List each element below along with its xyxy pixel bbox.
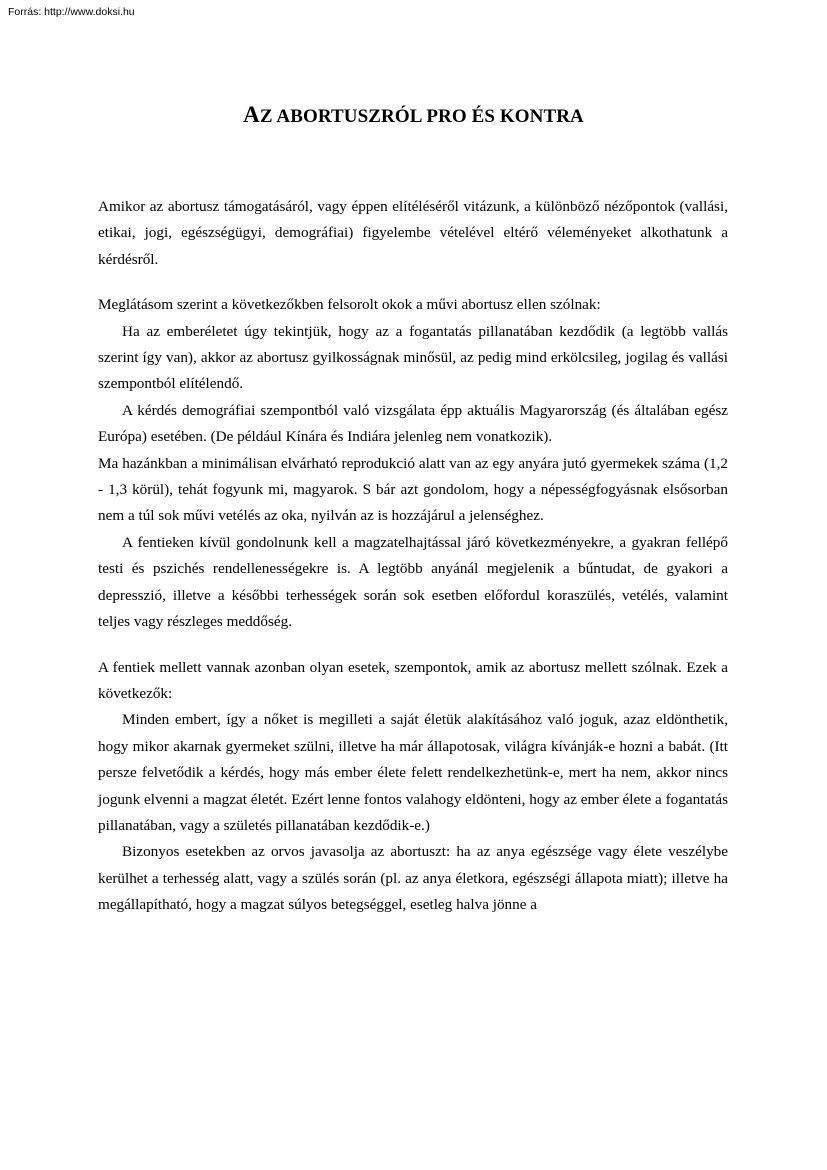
paragraph-demographic: A kérdés demográfiai szempontból való vizsgálata épp aktuális Magyarország (és általában egész Európa) esetében. (De például Kínára és Indiára jelenleg nem vonatkozik). (98, 401, 728, 446)
paragraph-medical: Bizonyos esetekben az orvos javasolja az abortuszt: ha az anya egészsége vagy élete veszélybe kerülhet a terhesség alatt, vagy a szülés során (pl. az anya életkora, egészségi állapota miatt); illetve ha megállapítható, hogy a magzat súlyos betegséggel, esetleg halva jönne a (98, 843, 728, 914)
paragraph-contra-heading: Meglátásom szerint a következőkben felsorolt okok a művi abortusz ellen szólnak: (98, 296, 601, 314)
source-url: Forrás: http://www.doksi.hu (8, 6, 135, 18)
title-initial: A (243, 102, 260, 127)
paragraph-religious: Ha az emberéletet úgy tekintjük, hogy az a fogantatás pillanatában kezdődik (a legtöbb vallás szerint így van), akkor az abortusz gyilkosságnak minősül, az pedig mind erkölcsileg, jogilag és vallási szempontból elítélendő. (98, 322, 728, 393)
paragraph-intro: Amikor az abortusz támogatásáról, vagy éppen elítéléséről vitázunk, a különböző nézőpontok (vallási, etikai, jogi, egészségügyi, demográfiai) figyelembe vételével eltérő véleményeket alkothatunk a kérdésről. (98, 198, 728, 268)
document-body (98, 194, 728, 919)
paragraph-consequences: A fentieken kívül gondolnunk kell a magzatelhajtással járó következményekre, a gyakran fellépő testi és pszichés rendellenességekre is. A legtöbb anyánál megjelenik a bűntudat, de gyakori a depresszió, illetve a későbbi terhességek során sok esetben előfordul koraszülés, vetélés, valamint teljes vagy részleges meddőség. (98, 533, 728, 631)
paragraph-rights: Minden embert, így a nőket is megilleti a saját életük alakításához való joguk, azaz eldönthetik, hogy mikor akarnak gyermeket szülni, illetve ha már állapotosak, világra kívánják-e hozni a babát. (Itt persze felvetődik a kérdés, hogy más ember élete felett rendelkezhetünk-e, mert ha nem, akkor nincs jogunk elvenni a magzat életét. Ezért lenne fontos valahogy eldönteni, hogy az ember élete a fogantatás pillanatában, vagy a születés pillanatában kezdődik-e.) (98, 711, 728, 834)
paragraph-pro-heading: A fentiek mellett vannak azonban olyan esetek, szempontok, amik az abortusz mellett szólnak. Ezek a következők: (98, 658, 728, 702)
title-rest: Z ABORTUSZRÓL PRO ÉS KONTRA (259, 106, 584, 127)
document-title (0, 102, 827, 128)
paragraph-population: Ma hazánkban a minimálisan elvárható reprodukció alatt van az egy anyára jutó gyermekek száma (1,2 - 1,3 körül), tehát fogyunk mi, magyarok. S bár azt gondolom, hogy a népességfogyásnak elsősorban nem a túl sok művi vetélés az oka, nyilván az is hozzájárul a jelenséghez. (98, 454, 728, 525)
